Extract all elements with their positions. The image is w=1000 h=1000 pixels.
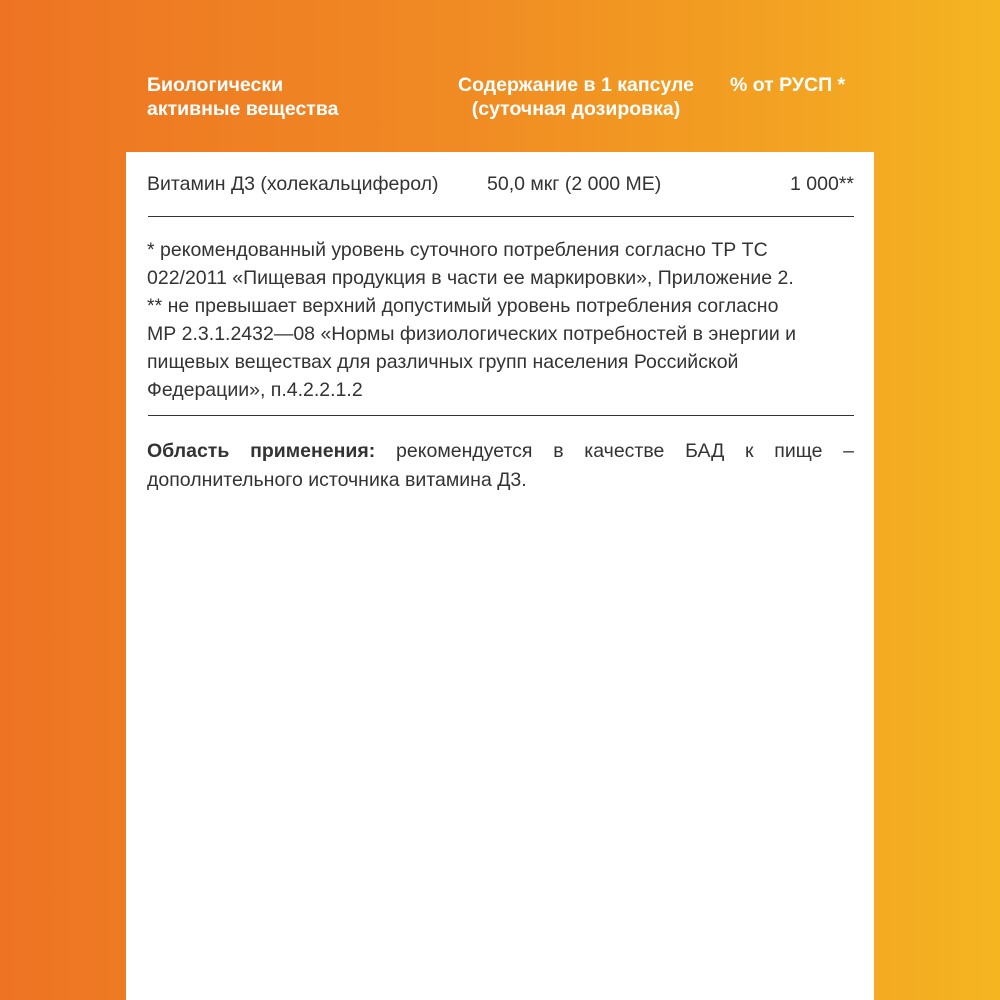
row-substance-amount: 50,0 мкг (2 000 МЕ) bbox=[487, 173, 662, 195]
row-substance-name: Витамин Д3 (холекальциферол) bbox=[147, 173, 439, 195]
footnote-line: ** не превышает верхний допустимый уровень потребления согласно bbox=[147, 295, 779, 317]
footnote-line: 022/2011 «Пищевая продукция в части ее маркировки», Приложение 2. bbox=[147, 267, 794, 289]
header-substances-line1: Биологически bbox=[147, 74, 284, 96]
usage-text-line2: дополнительного источника витамина Д3. bbox=[147, 469, 527, 491]
header-content-line1: Содержание в 1 капсуле bbox=[458, 74, 695, 96]
footnote-line: пищевых веществах для различных групп населения Российской bbox=[147, 351, 739, 373]
footnote-line: Федерации», п.4.2.2.1.2 bbox=[147, 379, 363, 401]
footnotes bbox=[147, 236, 859, 404]
usage-text-line1: рекомендуется в качестве БАД к пище – bbox=[396, 440, 855, 462]
footnote-line: МР 2.3.1.2432—08 «Нормы физиологических потребностей в энергии и bbox=[147, 323, 797, 345]
header-content bbox=[458, 73, 694, 121]
header-substances bbox=[147, 73, 338, 121]
header-content-line2: (суточная дозировка) bbox=[471, 98, 681, 120]
divider-top bbox=[148, 216, 854, 217]
usage-line1 bbox=[147, 437, 854, 466]
divider-bottom bbox=[148, 415, 854, 416]
usage-label: Область применения: bbox=[147, 440, 376, 462]
orange-header bbox=[0, 0, 1000, 152]
header-percent: % от РУСП * bbox=[730, 74, 846, 96]
header-substances-line2: активные вещества bbox=[147, 98, 339, 120]
row-substance-percent: 1 000** bbox=[790, 173, 854, 195]
usage-section bbox=[147, 437, 854, 495]
footnote-line: * рекомендованный уровень суточного потребления согласно ТР ТС bbox=[147, 239, 768, 261]
